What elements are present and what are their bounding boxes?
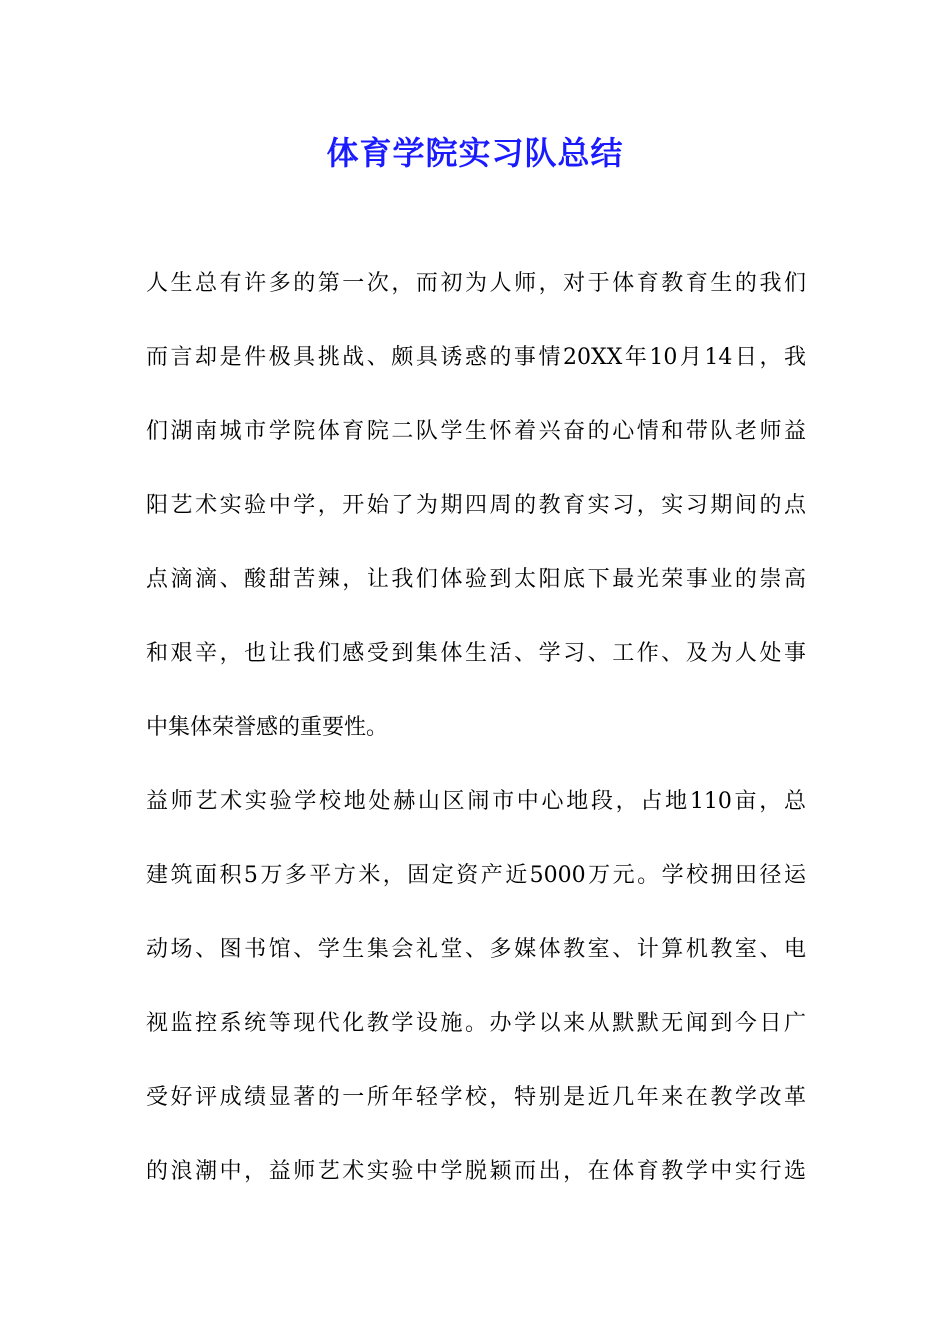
paragraph-1 <box>146 262 806 750</box>
document-title: 体育学院实习队总结 <box>326 134 624 172</box>
text-line: 们湖南城市学院体育院二队学生怀着兴奋的心情和带队老师益 <box>146 419 806 444</box>
document-body <box>146 262 806 1224</box>
text-line: 建筑面积5万多平方米，固定资产近5000万元。学校拥田径运 <box>146 863 806 888</box>
text-line: 中集体荣誉感的重要性。 <box>146 715 389 740</box>
text-line: 动场、图书馆、学生集会礼堂、多媒体教室、计算机教室、电 <box>146 937 806 962</box>
text-line: 而言却是件极具挑战、颇具诱惑的事情20XX年10月14日，我 <box>146 345 806 370</box>
text-line: 和艰辛，也让我们感受到集体生活、学习、工作、及为人处事 <box>146 641 806 666</box>
text-line: 人生总有许多的第一次，而初为人师，对于体育教育生的我们 <box>146 271 806 296</box>
text-line: 阳艺术实验中学，开始了为期四周的教育实习，实习期间的点 <box>146 493 806 518</box>
text-line: 的浪潮中，益师艺术实验中学脱颖而出，在体育教学中实行选 <box>146 1159 806 1184</box>
text-line: 点滴滴、酸甜苦辣，让我们体验到太阳底下最光荣事业的崇高 <box>146 567 806 592</box>
paragraph-2 <box>146 780 806 1194</box>
text-line: 益师艺术实验学校地处赫山区闹市中心地段，占地110亩，总 <box>146 789 806 814</box>
text-line: 受好评成绩显著的一所年轻学校，特别是近几年来在教学改革 <box>146 1085 806 1110</box>
text-line: 视监控系统等现代化教学设施。办学以来从默默无闻到今日广 <box>146 1011 806 1036</box>
